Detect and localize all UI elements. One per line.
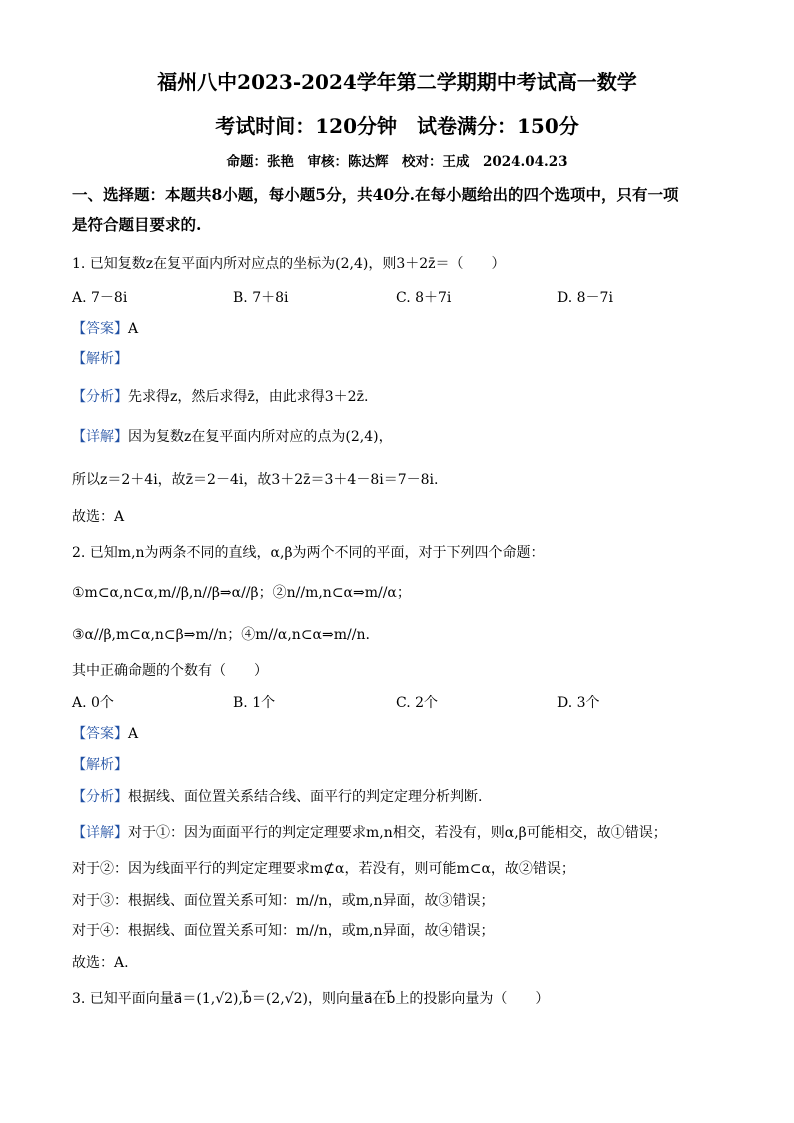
q3-stem: 3. 已知平面向量a⃗＝(1,√2),b⃗＝(2,√2)，则向量a⃗在b⃗上的投影向量为（ ） xyxy=(72,991,550,1007)
detail-tag: 【详解】 xyxy=(72,429,128,445)
answer-tag: 【答案】 xyxy=(72,726,128,742)
exam-meta: 命题：张艳 审核：陈达辉 校对：王成 2024.04.23 xyxy=(226,154,568,170)
q2-stem: 2. 已知m,n为两条不同的直线，α,β为两个不同的平面，对于下列四个命题： xyxy=(72,545,545,561)
q2-detail2: 对于②：因为线面平行的判定定理要求m⊄α，若没有，则可能m⊂α，故②错误； xyxy=(72,861,575,877)
fenxi-text: 根据线、面位置关系结合线、面平行的判定定理分析判断. xyxy=(128,789,483,805)
q2-option-a: A. 0个 xyxy=(72,695,114,711)
q1-fenxi xyxy=(72,386,368,406)
fenxi-tag: 【分析】 xyxy=(72,389,128,405)
q2-option-c: C. 2个 xyxy=(396,695,439,711)
answer-value: A xyxy=(128,321,139,337)
section-heading-line2: 是符合题目要求的. xyxy=(72,215,202,234)
detail-text: 因为复数z在复平面内所对应的点为(2,4)， xyxy=(128,429,393,445)
q1-analysis-tag: 【解析】 xyxy=(72,351,128,367)
fenxi-text: 先求得z，然后求得z̄，由此求得3＋2z̄. xyxy=(128,389,369,405)
q1-stem: 1. 已知复数z在复平面内所对应点的坐标为(2,4)，则3＋2z̄＝（ ） xyxy=(72,256,506,272)
answer-tag: 【答案】 xyxy=(72,321,128,337)
exam-subtitle: 考试时间：120分钟 试卷满分：150分 xyxy=(215,114,579,138)
q1-detail xyxy=(72,426,393,446)
q1-answer xyxy=(72,318,138,338)
q2-props-line1: ①m⊂α,n⊂α,m//β,n//β⇒α//β；②n//m,n⊂α⇒m//α； xyxy=(72,585,411,601)
q1-option-b: B. 7＋8i xyxy=(233,290,289,306)
q2-props-line2: ③α//β,m⊂α,n⊂β⇒m//n；④m//α,n⊂α⇒m//n. xyxy=(72,627,370,643)
q2-conclusion: 故选：A. xyxy=(72,955,129,971)
q2-detail3: 对于③：根据线、面位置关系可知：m//n，或m,n异面，故③错误； xyxy=(72,893,495,909)
fenxi-tag: 【分析】 xyxy=(72,789,128,805)
q1-calc: 所以z＝2＋4i，故z̄＝2－4i，故3＋2z̄＝3＋4－8i＝7－8i. xyxy=(72,472,439,488)
q2-fenxi xyxy=(72,786,482,806)
q2-detail4: 对于④：根据线、面位置关系可知：m//n，或m,n异面，故④错误； xyxy=(72,923,495,939)
q2-option-b: B. 1个 xyxy=(233,695,276,711)
q2-answer xyxy=(72,723,138,743)
exam-title: 福州八中2023-2024学年第二学期期中考试高一数学 xyxy=(157,70,637,94)
q1-conclusion: 故选：A xyxy=(72,509,125,525)
answer-value: A xyxy=(128,726,139,742)
q1-option-c: C. 8＋7i xyxy=(396,290,452,306)
q2-analysis-tag: 【解析】 xyxy=(72,757,128,773)
q1-option-a: A. 7－8i xyxy=(72,290,128,306)
q2-detail1 xyxy=(72,822,667,842)
q2-option-d: D. 3个 xyxy=(557,695,600,711)
q1-option-d: D. 8－7i xyxy=(557,290,613,306)
detail-text: 对于①：因为面面平行的判定定理要求m,n相交，若没有，则α,β可能相交，故①错误； xyxy=(128,825,667,841)
section-heading-line1: 一、选择题：本题共8小题，每小题5分，共40分.在每小题给出的四个选项中，只有一项 xyxy=(72,185,679,204)
detail-tag: 【详解】 xyxy=(72,825,128,841)
q2-question: 其中正确命题的个数有（ ） xyxy=(72,663,268,679)
